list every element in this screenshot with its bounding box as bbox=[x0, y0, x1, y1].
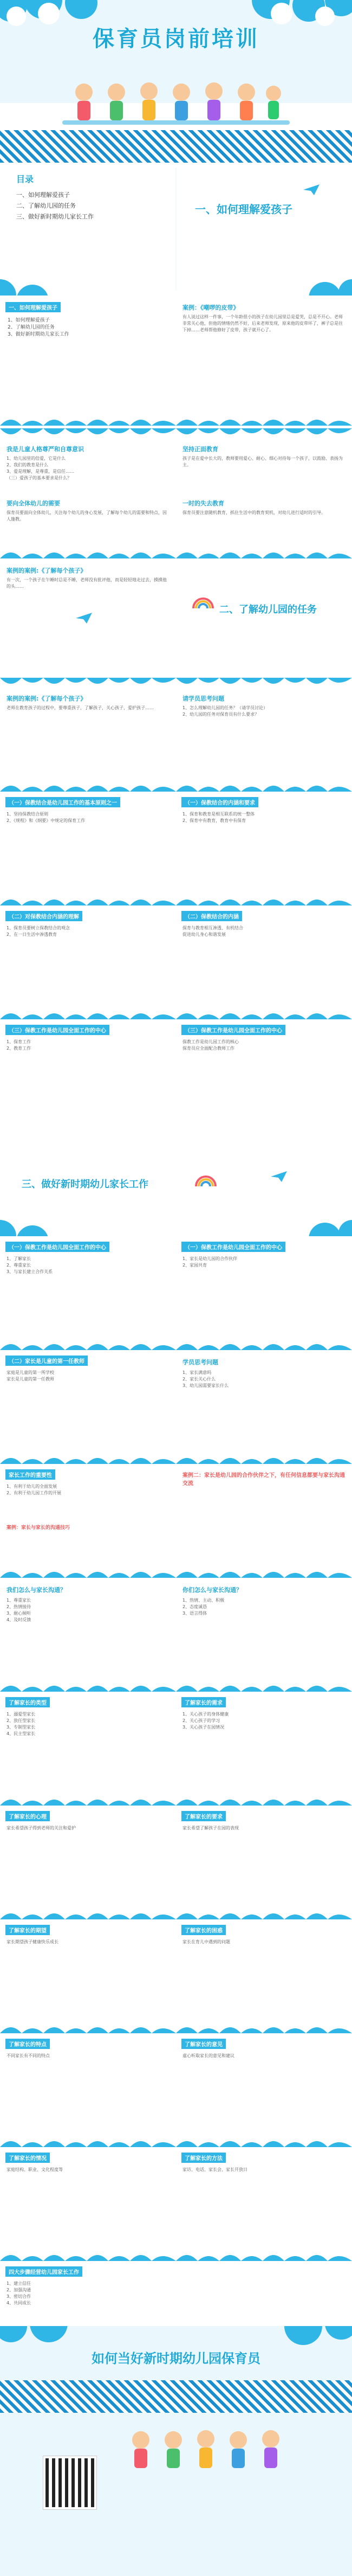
section1-title: 一、如何理解爱孩子 bbox=[195, 203, 292, 216]
block-b-head: 坚持正面教育 bbox=[182, 446, 218, 453]
highlight-row bbox=[0, 1464, 352, 1692]
task-block-4: （二）保教结合的内涵 保育与教育相互渗透、有机结合 促进幼儿身心和谐发展 bbox=[176, 905, 352, 1019]
task-block-3: （二）对保教结合内涵的理解 1、保育员要树立保教结合的观念 2、在一日生活中渗透教育 bbox=[0, 905, 176, 1019]
ending-slide bbox=[0, 2326, 352, 2576]
row-4 bbox=[0, 678, 352, 792]
more-block-1: 了解家长的类型 1、溺爱型家长 2、放任型家长 3、专制型家长 4、民主型家长 bbox=[0, 1692, 176, 1806]
block-a-head: 我是儿童人格尊严和自尊意识 bbox=[6, 446, 84, 453]
ending-stripes bbox=[0, 2380, 352, 2413]
paper-plane-icon bbox=[303, 184, 320, 195]
task-block-2: （一）保教结合的内涵和要求 1、保育和教育是相互联系的统一整体 2、保育中有教育，教育中有保育 bbox=[176, 792, 352, 905]
block-c-head: 要向全体幼儿的需要 bbox=[6, 500, 60, 507]
block-b-card bbox=[176, 428, 352, 558]
case1-heading: 案例：《嘲啰的皮带》 bbox=[182, 304, 239, 311]
rainbow-icon bbox=[192, 596, 214, 609]
cover-title: 保育员岗前培训 bbox=[93, 27, 259, 52]
task-block-1: （一）保教结合是幼儿园工作的基本原则之一 1、坚持保教结合原则 2、《规程》和《纲要》中规定的保育工作 bbox=[0, 792, 176, 905]
guidance-card: 你们怎么与家长沟通？ 1、热情、主动、积极 2、态度诚恳 3、语言得体 bbox=[176, 1578, 352, 1692]
toc-decor bbox=[0, 163, 352, 295]
parent-block-2: （一）保教工作是幼儿园全面工作的中心 1、家长是幼儿园的合作伙伴 2、家园共育 bbox=[176, 1236, 352, 1350]
case2-card bbox=[0, 558, 176, 678]
task-block-5: （三）保教工作是幼儿园全面工作的中心 1、保育工作 2、教育工作 bbox=[0, 1019, 176, 1133]
more-block-7: 了解家长的特点 不同家长有不同的特点 bbox=[0, 2033, 176, 2147]
case2-text: 有一次，一个孩子在午睡时总是不睡，老师没有批评他，而是轻轻地走过去，摸摸他的头…… bbox=[6, 577, 167, 589]
qr-code bbox=[43, 2456, 96, 2509]
final-block bbox=[0, 2261, 352, 2326]
sub1-bar: 一、如何理解爱孩子 bbox=[5, 302, 61, 312]
rainbow-icon bbox=[195, 1174, 217, 1187]
kids-illustration bbox=[119, 2424, 347, 2483]
more-block-3: 了解家长的心理 家长希望孩子得到老师的关注和爱护 bbox=[0, 1806, 176, 1919]
parent-block-3: （二）家长是儿童的第一任教师 家庭是儿童的第一所学校 家长是儿童的第一任教师 bbox=[0, 1350, 176, 1464]
block-d-head: 一时的失去教育 bbox=[182, 500, 224, 507]
more-block-2: 了解家长的需求 1、关心孩子的身体健康 2、关心孩子的学习 3、关心孩子在园情况 bbox=[176, 1692, 352, 1806]
more-block-4: 了解家长的要求 家长希望了解孩子在园的表现 bbox=[176, 1806, 352, 1919]
task-block-6: （三）保教工作是幼儿园全面工作的中心 保教工作是幼儿园工作的核心 保育员应全面配合教师工作 bbox=[176, 1019, 352, 1133]
row-2 bbox=[0, 428, 352, 558]
toc-item-3[interactable]: 三、做好新时期幼儿家长工作 bbox=[16, 213, 94, 220]
tips-card: 我们怎么与家长沟通？ 1、尊重家长 2、热情接待 3、耐心倾听 4、及时反馈 bbox=[0, 1578, 176, 1692]
section2-title: 二、了解幼儿园的任务 bbox=[219, 604, 317, 615]
toc-item-1[interactable]: 一、如何理解爱孩子 bbox=[16, 191, 70, 198]
toc-heading: 目录 bbox=[16, 174, 34, 184]
more-block-9: 了解家长的情况 家庭结构、职业、文化程度等 bbox=[0, 2147, 176, 2261]
more-blocks bbox=[0, 1692, 352, 2261]
sub1-list: 1、如何理解爱孩子 2、了解幼儿园的任务 3、做好新时期幼儿家长工作 bbox=[8, 318, 69, 337]
more-block-10: 了解家长的方法 家访、电话、家长会、家长开放日 bbox=[176, 2147, 352, 2261]
case3-text: 老师在教育孩子的过程中，要尊重孩子，了解孩子，关心孩子，爱护孩子…… bbox=[6, 705, 154, 710]
block-a-list: 1、幼儿园里的倍爱，它是什么 2、我们的教育是什么 3、爱是理解，是尊重，是信任…… （三）爱孩子的基本要求是什么？ bbox=[6, 456, 75, 480]
highlight-2: 案例二：家长是幼儿园的合作伙伴之下，有任何信息都要与家长沟通交流 bbox=[182, 1473, 345, 1487]
tasks-list: 1、怎么理解幼儿园的任务？（请学员讨论） 2、幼儿园的任务对保育员有什么要求？ bbox=[182, 705, 268, 717]
block-d-text: 保育员要注意随机教育，抓住生活中的教育契机，对幼儿进行适时的引导。 bbox=[182, 510, 325, 515]
tasks-head: 请学员思考问题 bbox=[182, 695, 224, 702]
highlight-1: 案例：家长与家长的沟通技巧 bbox=[6, 1525, 70, 1531]
case1-text: 有人说过这样一件事，一个年龄很小的孩子在幼儿园里总是爱哭，总是不开心。老师非常关心他，但他的情绪仍然不好，后来老师发现，原来他的皮带坏了，裤子总是往下掉……老师帮他修好了皮带，孩子就开心了。 bbox=[182, 314, 343, 332]
paper-plane-icon bbox=[76, 613, 92, 624]
tips-head: 我们怎么与家长沟通？ bbox=[6, 1586, 66, 1594]
case2-head: 案例的案例:《了解每个孩子》 bbox=[6, 567, 87, 574]
final-list: 1、建立信任 2、加强沟通 3、密切合作 4、共同成长 bbox=[6, 2281, 31, 2305]
block-b-text: 孩子是在爱中长大的，教师要用爱心、耐心、细心对待每一个孩子，以鼓励、表扬为主。 bbox=[182, 456, 343, 467]
final-bar: 四大步骤经营幼儿园家长工作 bbox=[5, 2266, 82, 2277]
row-1 bbox=[0, 295, 352, 428]
questions-card: 学员思考问题 1、家长满意吗 2、家长关心什么 3、幼儿园需要家长什么 bbox=[176, 1350, 352, 1464]
more-block-6: 了解家长的困惑 家长在育儿中遇到的问题 bbox=[176, 1919, 352, 2033]
case1-card bbox=[176, 295, 352, 426]
ending-title: 如何当好新时期幼儿园保育员 bbox=[92, 2351, 260, 2366]
questions-head: 学员思考问题 bbox=[182, 1359, 218, 1366]
case3-head: 案例的案例:《了解每个孩子》 bbox=[6, 695, 87, 702]
tasks-card bbox=[176, 678, 352, 792]
task-blocks bbox=[0, 792, 352, 1133]
more-block-8: 了解家长的意见 虚心听取家长的意见和建议 bbox=[176, 2033, 352, 2147]
parent-blocks bbox=[0, 1236, 352, 1464]
row-3 bbox=[0, 558, 352, 678]
kids-illustration bbox=[62, 76, 290, 136]
toc-item-2[interactable]: 二、了解幼儿园的任务 bbox=[16, 202, 76, 209]
toc-slide bbox=[0, 163, 352, 295]
parent-block-1: （一）保教工作是幼儿园全面工作的中心 1、了解家长 2、尊重家长 3、与家长建立合作关系 bbox=[0, 1236, 176, 1350]
block-c-text: 保育员要面向全体幼儿，关注每个幼儿的身心发展，了解每个幼儿的需要和特点，因人施教。 bbox=[6, 510, 167, 522]
section2-card bbox=[176, 558, 352, 678]
case3-card bbox=[0, 678, 176, 792]
block-a-card bbox=[0, 428, 176, 558]
paper-plane-icon bbox=[271, 1171, 287, 1182]
guidance-head: 你们怎么与家长沟通？ bbox=[182, 1586, 242, 1594]
section3-title: 三、做好新时期幼儿家长工作 bbox=[22, 1179, 148, 1190]
parent-block-4: 家长工作的重要性 1、有利于幼儿的全面发展 2、有利于幼儿园工作的开展 案例：家长与家长的沟通技巧 bbox=[0, 1464, 176, 1578]
highlight-card bbox=[176, 1464, 352, 1578]
sub1-left-card bbox=[0, 295, 176, 426]
toc-list bbox=[16, 190, 94, 222]
section3-slide bbox=[0, 1133, 352, 1236]
more-block-5: 了解家长的期望 家长期望孩子健康快乐成长 bbox=[0, 1919, 176, 2033]
cover-slide bbox=[0, 0, 352, 163]
